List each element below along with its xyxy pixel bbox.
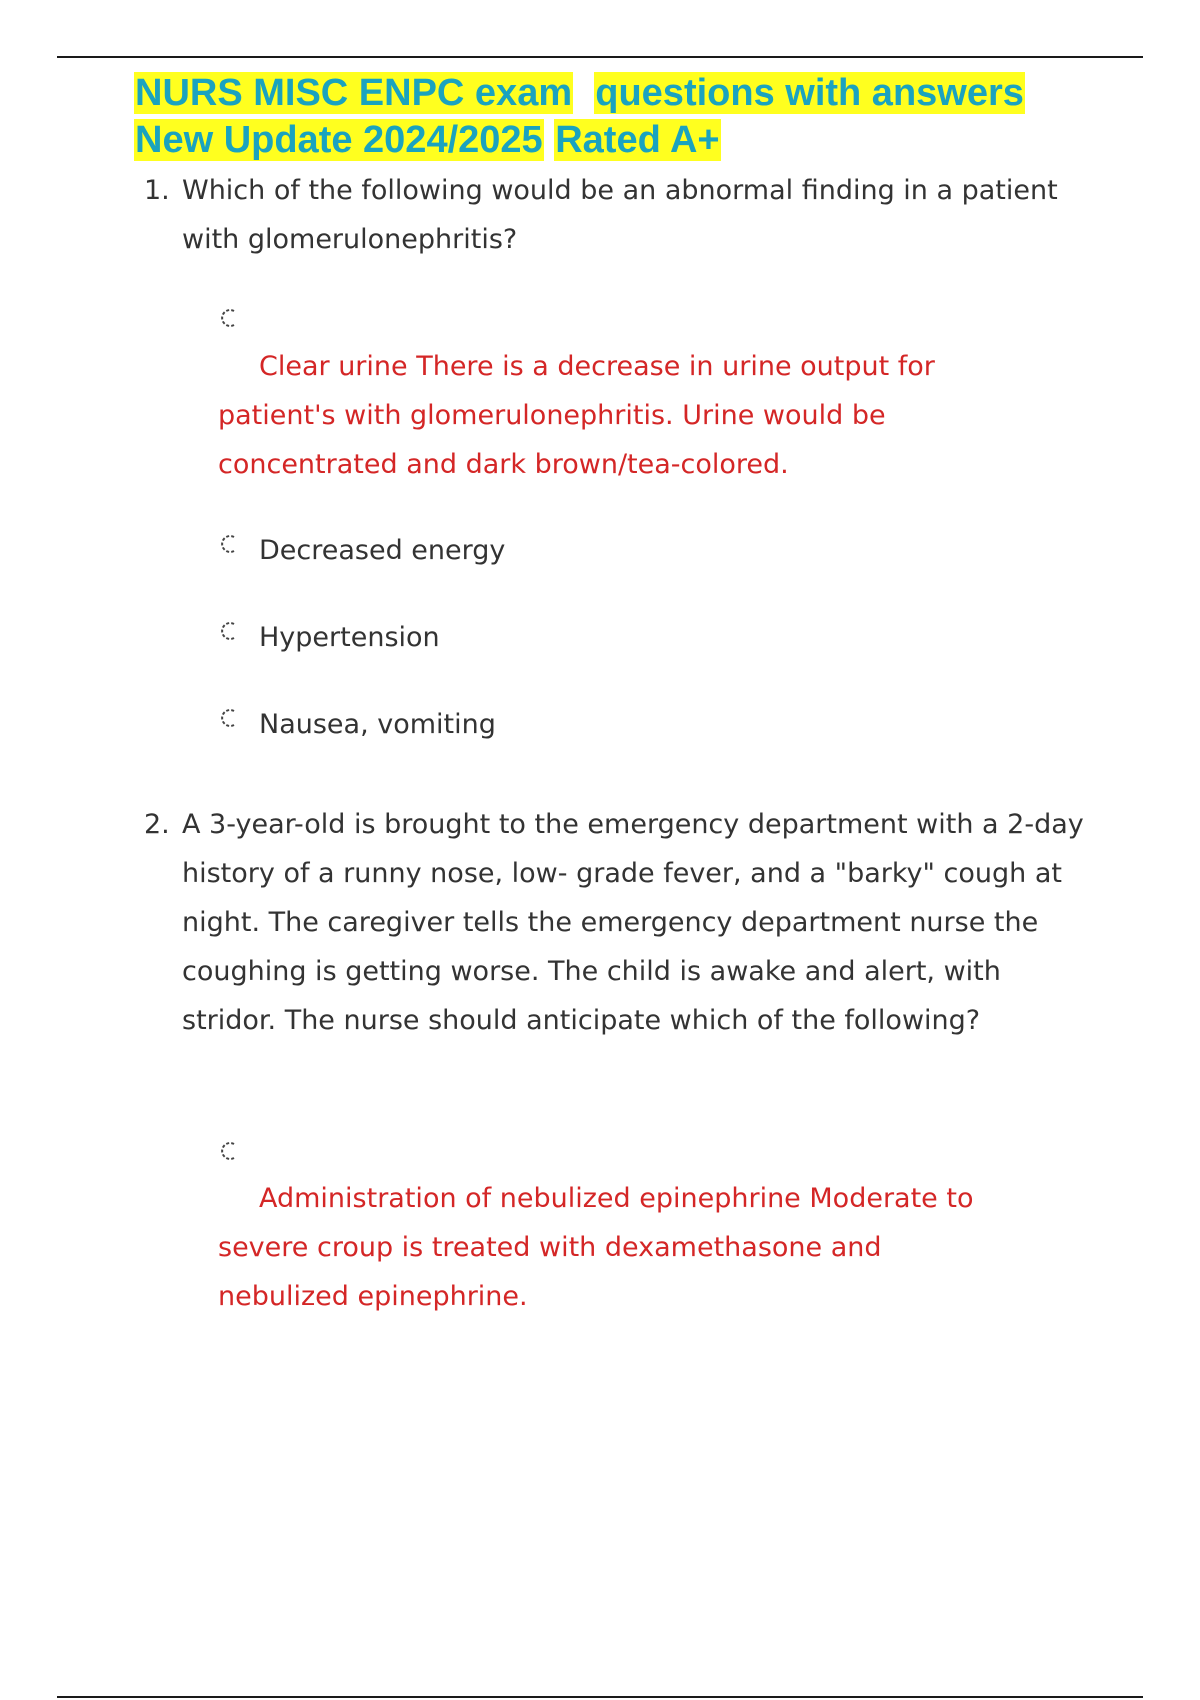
radio-option-icon[interactable] — [218, 307, 240, 329]
option-label[interactable]: Decreased energy — [259, 535, 506, 566]
question-number: 1. — [144, 175, 170, 206]
question-text: Which of the following would be an abnormal finding in a patient with glomerulonephritis? — [182, 175, 1058, 255]
answer-text: Clear urine There is a decrease in urine output for patient's with glomerulonephritis. Urine would be concentrated and dark brown/tea-colored. — [218, 351, 935, 480]
radio-option-icon[interactable] — [218, 707, 240, 729]
answer-text: Administration of nebulized epinephrine Moderate to severe croup is treated with dexamethasone and nebulized epinephrine. — [218, 1183, 974, 1312]
radio-option-icon[interactable] — [218, 533, 240, 555]
title-part-2: questions with answers — [595, 72, 1024, 114]
question-text: A 3-year-old is brought to the emergency department with a 2-day history of a runny nose, low- grade fever, and a "barky" cough at night. The caregiver tells the emergency department nurse the coughing is getting worse. The child is awake and alert, with stridor. The nurse should anticipate which of the following? — [182, 809, 1084, 1036]
radio-option-icon[interactable] — [218, 1140, 240, 1162]
option-label[interactable]: Nausea, vomiting — [259, 709, 496, 740]
question-2 — [144, 800, 1084, 1045]
title-part-1: NURS MISC ENPC exam — [135, 72, 573, 114]
option-label[interactable]: Hypertension — [259, 622, 440, 653]
radio-option-icon[interactable] — [218, 620, 240, 642]
title-part-4: Rated A+ — [555, 119, 720, 161]
page-title — [134, 70, 1094, 164]
title-part-3: New Update 2024/2025 — [135, 119, 543, 161]
bottom-rule — [57, 1696, 1143, 1698]
top-rule — [57, 56, 1143, 58]
question-1 — [144, 166, 1064, 264]
question-number: 2. — [144, 809, 170, 840]
